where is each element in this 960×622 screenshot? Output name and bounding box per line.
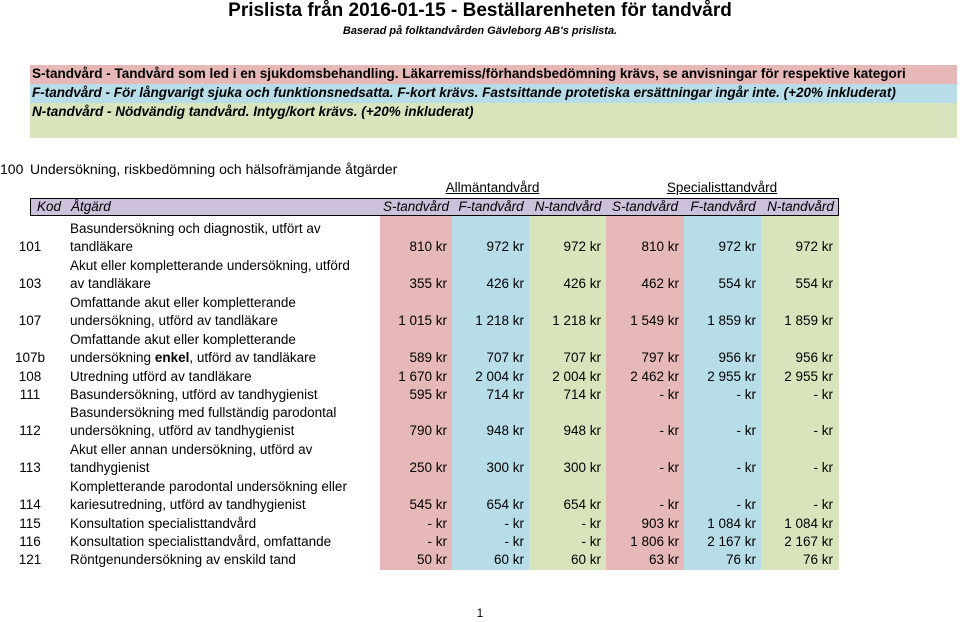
- price-cell: 956 kr: [718, 350, 756, 365]
- price-cell: 1 218 kr: [552, 313, 601, 328]
- table-row: [0, 386, 840, 404]
- row-description-part: undersökning: [70, 350, 155, 365]
- table-row: [0, 331, 840, 367]
- price-cell: 2 167 kr: [707, 534, 756, 549]
- table-row: [0, 220, 840, 256]
- row-description-line1: Omfattande akut eller kompletterande: [70, 295, 296, 310]
- row-code: 108: [18, 369, 42, 384]
- row-code: 107: [18, 313, 42, 328]
- price-cell: - kr: [581, 516, 601, 531]
- price-cell: 595 kr: [409, 387, 447, 402]
- price-cell: - kr: [659, 387, 679, 402]
- table-row: [0, 294, 840, 330]
- price-cell: 554 kr: [795, 276, 833, 291]
- price-cell: - kr: [504, 516, 524, 531]
- price-cell: 810 kr: [409, 239, 447, 254]
- price-cell: 707 kr: [486, 350, 524, 365]
- price-cell: 2 955 kr: [784, 369, 833, 384]
- row-description-line2: Utredning utförd av tandläkare: [70, 369, 252, 384]
- price-cell: - kr: [813, 497, 833, 512]
- price-cell: 2 462 kr: [630, 369, 679, 384]
- price-cell: - kr: [736, 387, 756, 402]
- price-cell: 355 kr: [409, 276, 447, 291]
- price-cell: - kr: [736, 423, 756, 438]
- price-cell: 2 004 kr: [475, 369, 524, 384]
- row-code: 113: [19, 460, 41, 475]
- price-cell: 2 004 kr: [552, 369, 601, 384]
- row-code: 121: [18, 552, 42, 567]
- price-cell: 250 kr: [409, 460, 447, 475]
- row-description-line1: Omfattande akut eller kompletterande: [70, 332, 296, 347]
- price-cell: 300 kr: [563, 460, 601, 475]
- price-cell: 1 084 kr: [707, 516, 756, 531]
- row-description-line2: kariesutredning, utförd av tandhygienist: [70, 497, 306, 512]
- price-cell: 1 084 kr: [784, 516, 833, 531]
- price-cell: 2 167 kr: [784, 534, 833, 549]
- price-cell: 426 kr: [486, 276, 524, 291]
- price-cell: 76 kr: [802, 552, 833, 567]
- price-cell: 972 kr: [486, 239, 524, 254]
- row-code: 111: [19, 387, 41, 402]
- row-description-line2: [70, 349, 375, 367]
- table-row: [0, 404, 840, 440]
- price-cell: - kr: [659, 497, 679, 512]
- price-cell: 1 015 kr: [398, 313, 447, 328]
- legend-s-tandvard: S-tandvård - Tandvård som led i en sjukdomsbehandling. Läkarremiss/förhandsbedömning krävs, se anvisningar för respektive kategori: [30, 65, 957, 84]
- legend-f-text: F-tandvård - För långvarigt sjuka och funktionsnedsatta. F-kort krävs. Fastsittande protetiska ersättningar ingår inte. (+20% inkluderat): [32, 85, 896, 100]
- section-heading: [0, 160, 397, 178]
- price-cell: 554 kr: [718, 276, 756, 291]
- price-cell: 1 218 kr: [475, 313, 524, 328]
- document-title: Prislista från 2016-01-15 - Beställarenheten för tandvård: [228, 0, 732, 21]
- table-row: [0, 533, 840, 551]
- row-description-line1: Basundersökning och diagnostik, utfört av: [70, 221, 321, 236]
- price-cell: 589 kr: [409, 350, 447, 365]
- group-specialisttandvard: Specialisttandvård: [666, 180, 778, 195]
- price-cell: 426 kr: [563, 276, 601, 291]
- row-code: 107b: [14, 350, 46, 365]
- price-cell: 903 kr: [641, 516, 679, 531]
- row-code: 115: [19, 516, 41, 531]
- table-row: [0, 257, 840, 293]
- price-cell: 63 kr: [648, 552, 679, 567]
- section-title: Undersökning, riskbedömning och hälsofrämjande åtgärder: [30, 161, 398, 177]
- row-code: 112: [19, 423, 41, 438]
- price-cell: - kr: [427, 516, 447, 531]
- price-cell: 1 549 kr: [630, 313, 679, 328]
- price-cell: 1 859 kr: [707, 313, 756, 328]
- row-description-line2: undersökning, utförd av tandhygienist: [70, 423, 295, 438]
- row-description-line2: tandhygienist: [70, 460, 150, 475]
- row-description-line2: Konsultation specialisttandvård: [70, 516, 257, 531]
- price-cell: 1 670 kr: [398, 369, 447, 384]
- legend-n-text: N-tandvård - Nödvändig tandvård. Intyg/kort krävs. (+20% inkluderat): [32, 104, 474, 119]
- price-cell: 810 kr: [641, 239, 679, 254]
- table-row: [0, 478, 840, 514]
- row-description-part: , utförd av tandläkare: [189, 350, 317, 365]
- row-description-line2: tandläkare: [70, 239, 134, 254]
- price-cell: 972 kr: [718, 239, 756, 254]
- price-cell: - kr: [813, 387, 833, 402]
- row-description-line1: Akut eller kompletterande undersökning, utförd: [70, 258, 350, 273]
- header-col-1: S-tandvård: [382, 199, 450, 214]
- price-cell: 60 kr: [570, 552, 601, 567]
- price-cell: - kr: [813, 460, 833, 475]
- legend-n-tandvard: [30, 103, 957, 138]
- price-cell: 1 859 kr: [784, 313, 833, 328]
- row-description-line2: undersökning, utförd av tandläkare: [70, 313, 278, 328]
- price-cell: 462 kr: [641, 276, 679, 291]
- row-description-line2: Konsultation specialisttandvård, omfattande: [70, 534, 332, 549]
- price-cell: 948 kr: [563, 423, 601, 438]
- row-description-line2: Röntgenundersökning av enskild tand: [70, 552, 296, 567]
- price-cell: 707 kr: [563, 350, 601, 365]
- group-allmantandvard: Allmäntandvård: [445, 180, 540, 195]
- price-cell: 654 kr: [563, 497, 601, 512]
- document-subtitle: Baserad på folktandvården Gävleborg AB's prislista.: [342, 25, 618, 37]
- header-col-4: S-tandvård: [611, 199, 679, 214]
- price-cell: - kr: [581, 534, 601, 549]
- price-cell: - kr: [504, 534, 524, 549]
- header-col-5: F-tandvård: [690, 199, 756, 214]
- price-cell: 790 kr: [409, 423, 447, 438]
- price-cell: - kr: [659, 460, 679, 475]
- price-cell: - kr: [813, 423, 833, 438]
- price-cell: 2 955 kr: [707, 369, 756, 384]
- table-row: [0, 368, 840, 386]
- price-cell: 300 kr: [486, 460, 524, 475]
- header-col-2: F-tandvård: [458, 199, 524, 214]
- row-description-emphasis: enkel: [154, 350, 190, 365]
- row-code: 114: [19, 497, 41, 512]
- section-number: 100: [0, 161, 24, 177]
- price-cell: 654 kr: [486, 497, 524, 512]
- table-row: [0, 515, 840, 533]
- price-cell: 956 kr: [795, 350, 833, 365]
- price-cell: 714 kr: [563, 387, 601, 402]
- price-cell: 1 806 kr: [630, 534, 679, 549]
- row-code: 101: [18, 239, 42, 254]
- price-cell: 972 kr: [795, 239, 833, 254]
- table-row: [0, 441, 840, 477]
- price-cell: 948 kr: [486, 423, 524, 438]
- row-description-line1: Basundersökning med fullständig parodontal: [70, 405, 337, 420]
- page-number: 1: [476, 606, 484, 620]
- price-cell: 714 kr: [486, 387, 524, 402]
- price-cell: 50 kr: [416, 552, 447, 567]
- price-cell: - kr: [659, 423, 679, 438]
- header-action: Åtgärd: [71, 199, 111, 214]
- price-cell: - kr: [736, 497, 756, 512]
- table-row: [0, 551, 840, 569]
- price-cell: 545 kr: [409, 497, 447, 512]
- price-cell: 60 kr: [493, 552, 524, 567]
- header-col-6: N-tandvård: [767, 199, 834, 214]
- header-code: Kod: [37, 199, 62, 214]
- header-col-3: N-tandvård: [534, 199, 602, 214]
- row-description-line2: av tandläkare: [70, 276, 152, 291]
- row-description-line1: Kompletterande parodontal undersökning eller: [70, 479, 347, 494]
- price-cell: - kr: [427, 534, 447, 549]
- price-cell: - kr: [736, 460, 756, 475]
- row-code: 116: [19, 534, 41, 549]
- price-cell: 797 kr: [641, 350, 679, 365]
- row-description-line2: Basundersökning, utförd av tandhygienist: [70, 387, 318, 402]
- row-description-line1: Akut eller annan undersökning, utförd av: [70, 442, 313, 457]
- price-cell: 972 kr: [563, 239, 601, 254]
- row-code: 103: [18, 276, 42, 291]
- price-cell: 76 kr: [725, 552, 756, 567]
- table-header: [30, 198, 839, 216]
- legend-f-tandvard: [30, 84, 957, 103]
